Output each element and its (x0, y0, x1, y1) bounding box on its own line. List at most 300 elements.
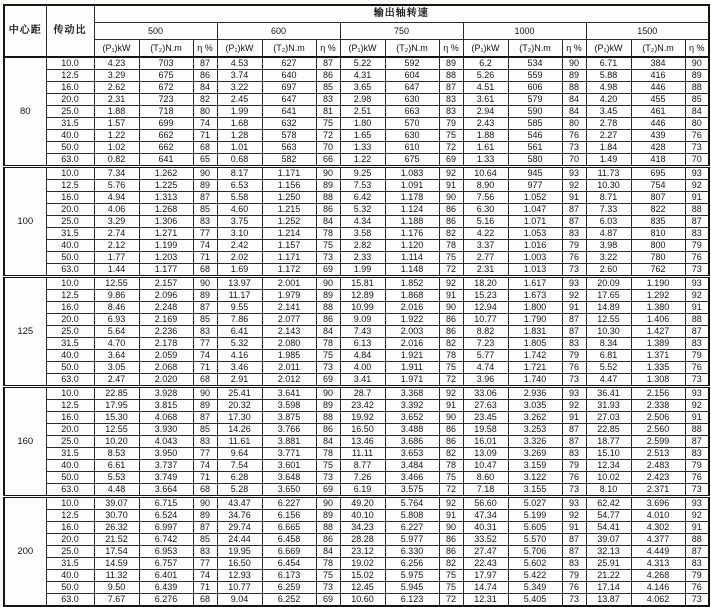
ratio-cell: 12.5 (46, 70, 94, 82)
value-cell: 6.953 (139, 546, 193, 558)
value-cell: 7.18 (463, 484, 508, 497)
value-cell: 17.14 (586, 582, 631, 594)
value-cell: 89 (193, 400, 217, 412)
ratio-cell: 20.0 (46, 534, 94, 546)
power-header: (P₁)kW (94, 40, 139, 58)
value-cell: 23.45 (463, 412, 508, 424)
value-cell: 810 (631, 228, 685, 240)
value-cell: 3.771 (262, 448, 316, 460)
value-cell: 3.22 (586, 252, 631, 264)
value-cell: 1.190 (631, 277, 685, 290)
table-row (4, 252, 709, 264)
value-cell: 563 (262, 142, 316, 154)
value-cell: 89 (439, 57, 463, 70)
value-cell: 83 (562, 338, 586, 350)
header-row-speeds (4, 23, 709, 40)
value-cell: 754 (631, 180, 685, 192)
center-distance-cell: 160 (4, 387, 46, 497)
value-cell: 6.41 (217, 326, 262, 338)
value-cell: 6.30 (463, 204, 508, 216)
value-cell: 30.70 (94, 510, 139, 522)
value-cell: 807 (631, 192, 685, 204)
value-cell: 1.971 (385, 374, 439, 387)
ratio-cell: 20.0 (46, 314, 94, 326)
value-cell: 12.89 (340, 290, 385, 302)
value-cell: 6.259 (262, 582, 316, 594)
value-cell: 2.82 (340, 240, 385, 252)
value-cell: 1.114 (385, 252, 439, 264)
value-cell: 69 (316, 594, 340, 607)
value-cell: 73 (685, 264, 709, 277)
value-cell: 76 (562, 252, 586, 264)
power-header: (P₁)kW (340, 40, 385, 58)
value-cell: 1.172 (262, 264, 316, 277)
value-cell: 6.669 (262, 546, 316, 558)
value-cell: 675 (139, 70, 193, 82)
value-cell: 12.31 (463, 594, 508, 607)
value-cell: 11.11 (340, 448, 385, 460)
value-cell: 29.74 (217, 522, 262, 534)
value-cell: 4.20 (586, 94, 631, 106)
ratio-cell: 25.0 (46, 326, 94, 338)
value-cell: 83 (439, 94, 463, 106)
value-cell: 43.47 (217, 497, 262, 510)
value-cell: 647 (385, 82, 439, 94)
table-row (4, 130, 709, 142)
table-row (4, 302, 709, 314)
value-cell: 73 (316, 252, 340, 264)
value-cell: 75 (316, 118, 340, 130)
value-cell: 697 (262, 82, 316, 94)
value-cell: 2.31 (463, 264, 508, 277)
value-cell: 3.368 (385, 387, 439, 400)
value-cell: 89 (316, 400, 340, 412)
value-cell: 1.157 (262, 240, 316, 252)
ratio-cell: 10.0 (46, 387, 94, 400)
value-cell: 2.98 (340, 94, 385, 106)
value-cell: 74 (193, 460, 217, 472)
value-cell: 86 (439, 424, 463, 436)
value-cell: 32.13 (586, 546, 631, 558)
value-cell: 6.53 (217, 180, 262, 192)
value-cell: 15.02 (340, 570, 385, 582)
ratio-cell: 12.5 (46, 290, 94, 302)
value-cell: 82 (439, 228, 463, 240)
value-cell: 78 (439, 350, 463, 362)
value-cell: 78 (439, 460, 463, 472)
value-cell: 1.013 (508, 264, 562, 277)
value-cell: 87 (562, 204, 586, 216)
value-cell: 2.338 (631, 400, 685, 412)
value-cell: 72 (439, 264, 463, 277)
value-cell: 6.439 (139, 582, 193, 594)
value-cell: 4.313 (631, 558, 685, 570)
value-cell: 85 (316, 82, 340, 94)
value-cell: 17.54 (94, 546, 139, 558)
value-cell: 85 (193, 314, 217, 326)
table-row (4, 534, 709, 546)
value-cell: 90 (316, 497, 340, 510)
table-row (4, 228, 709, 240)
table-row (4, 82, 709, 94)
value-cell: 7.23 (463, 338, 508, 350)
value-cell: 40.31 (463, 522, 508, 534)
value-cell: 84 (316, 326, 340, 338)
value-cell: 3.58 (340, 228, 385, 240)
value-cell: 14.59 (94, 558, 139, 570)
value-cell: 6.13 (340, 338, 385, 350)
value-cell: 8.53 (94, 448, 139, 460)
value-cell: 1.262 (139, 167, 193, 180)
value-cell: 4.146 (631, 582, 685, 594)
value-cell: 73 (562, 374, 586, 387)
value-cell: 15.10 (586, 448, 631, 460)
value-cell: 1.052 (508, 192, 562, 204)
value-cell: 77 (193, 338, 217, 350)
value-cell: 69 (316, 264, 340, 277)
value-cell: 85 (193, 424, 217, 436)
block-200 (4, 497, 709, 607)
value-cell: 76 (562, 130, 586, 142)
value-cell: 93 (562, 167, 586, 180)
value-cell: 16.50 (217, 558, 262, 570)
value-cell: 91 (685, 192, 709, 204)
value-cell: 4.377 (631, 534, 685, 546)
value-cell: 1.790 (508, 314, 562, 326)
value-cell: 83 (685, 338, 709, 350)
header-row-top (4, 5, 709, 23)
value-cell: 627 (262, 57, 316, 70)
value-cell: 5.16 (463, 216, 508, 228)
value-cell: 4.70 (94, 338, 139, 350)
value-cell: 9.86 (94, 290, 139, 302)
value-cell: 2.60 (586, 264, 631, 277)
torque-header: (T₂)N.m (508, 40, 562, 58)
value-cell: 8.17 (217, 167, 262, 180)
value-cell: 82 (193, 94, 217, 106)
value-cell: 4.98 (586, 82, 631, 94)
value-cell: 2.599 (631, 436, 685, 448)
value-cell: 592 (385, 57, 439, 70)
value-cell: 5.764 (385, 497, 439, 510)
value-cell: 1.22 (340, 154, 385, 167)
value-cell: 1.99 (217, 106, 262, 118)
value-cell: 71 (193, 472, 217, 484)
value-cell: 79 (562, 570, 586, 582)
value-cell: 1.071 (508, 216, 562, 228)
value-cell: 84 (562, 94, 586, 106)
value-cell: 8.82 (463, 326, 508, 338)
center-distance-cell: 100 (4, 167, 46, 277)
value-cell: 24.44 (217, 534, 262, 546)
value-cell: 82 (439, 448, 463, 460)
value-cell: 78 (316, 338, 340, 350)
value-cell: 87 (193, 412, 217, 424)
value-cell: 578 (262, 130, 316, 142)
value-cell: 90 (439, 192, 463, 204)
value-cell: 14.89 (586, 302, 631, 314)
value-cell: 6.276 (139, 594, 193, 607)
value-cell: 19.58 (463, 424, 508, 436)
value-cell: 3.648 (262, 472, 316, 484)
value-cell: 83 (562, 558, 586, 570)
value-cell: 800 (631, 240, 685, 252)
value-cell: 4.010 (631, 510, 685, 522)
value-cell: 675 (385, 154, 439, 167)
table-row (4, 264, 709, 277)
value-cell: 89 (316, 510, 340, 522)
value-cell: 2.45 (217, 94, 262, 106)
value-cell: 703 (139, 57, 193, 70)
value-cell: 75 (439, 362, 463, 374)
value-cell: 65 (193, 154, 217, 167)
value-cell: 92 (439, 277, 463, 290)
value-cell: 3.10 (217, 228, 262, 240)
value-cell: 3.159 (508, 460, 562, 472)
value-cell: 78 (316, 228, 340, 240)
value-cell: 4.74 (463, 362, 508, 374)
value-cell: 1.124 (385, 204, 439, 216)
ratio-cell: 50.0 (46, 252, 94, 264)
value-cell: 1.742 (508, 350, 562, 362)
torque-header: (T₂)N.m (385, 40, 439, 58)
value-cell: 73 (562, 594, 586, 607)
value-cell: 93 (685, 277, 709, 290)
value-cell: 86 (439, 546, 463, 558)
value-cell: 93 (562, 497, 586, 510)
value-cell: 5.28 (217, 484, 262, 497)
value-cell: 84 (316, 436, 340, 448)
value-cell: 86 (439, 436, 463, 448)
value-cell: 6.28 (217, 472, 262, 484)
value-cell: 27.03 (586, 412, 631, 424)
value-cell: 822 (631, 204, 685, 216)
value-cell: 91 (685, 412, 709, 424)
value-cell: 15.30 (94, 412, 139, 424)
ratio-cell: 12.5 (46, 400, 94, 412)
value-cell: 19.02 (340, 558, 385, 570)
value-cell: 4.16 (217, 350, 262, 362)
value-cell: 13.46 (340, 436, 385, 448)
value-cell: 87 (562, 326, 586, 338)
value-cell: 647 (262, 94, 316, 106)
value-cell: 5.349 (508, 582, 562, 594)
value-cell: 88 (316, 412, 340, 424)
value-cell: 6.997 (139, 522, 193, 534)
value-cell: 78 (316, 448, 340, 460)
power-header: (P₁)kW (217, 40, 262, 58)
value-cell: 89 (193, 290, 217, 302)
value-cell: 89 (193, 510, 217, 522)
value-cell: 762 (631, 264, 685, 277)
efficiency-header: η % (193, 40, 217, 58)
value-cell: 1.016 (508, 240, 562, 252)
table-row (4, 204, 709, 216)
value-cell: 82 (439, 558, 463, 570)
table-row (4, 448, 709, 460)
table-row (4, 70, 709, 82)
value-cell: 5.570 (508, 534, 562, 546)
value-cell: 21.52 (94, 534, 139, 546)
value-cell: 4.53 (217, 57, 262, 70)
value-cell: 6.742 (139, 534, 193, 546)
value-cell: 8.90 (463, 180, 508, 192)
table-row (4, 277, 709, 290)
value-cell: 455 (631, 94, 685, 106)
table-row (4, 118, 709, 130)
torque-header: (T₂)N.m (139, 40, 193, 58)
value-cell: 70 (685, 154, 709, 167)
value-cell: 5.199 (508, 510, 562, 522)
value-cell: 92 (685, 400, 709, 412)
value-cell: 1.313 (139, 192, 193, 204)
value-cell: 606 (508, 82, 562, 94)
value-cell: 3.122 (508, 472, 562, 484)
value-cell: 641 (262, 106, 316, 118)
value-cell: 2.143 (262, 326, 316, 338)
ratio-cell: 12.5 (46, 510, 94, 522)
value-cell: 77 (193, 448, 217, 460)
ratio-cell: 50.0 (46, 472, 94, 484)
value-cell: 3.875 (262, 412, 316, 424)
value-cell: 73 (685, 594, 709, 607)
value-cell: 76 (562, 362, 586, 374)
speed-header-600: 600 (217, 23, 340, 40)
value-cell: 90 (316, 387, 340, 400)
value-cell: 78 (439, 240, 463, 252)
value-cell: 695 (631, 167, 685, 180)
value-cell: 56.60 (463, 497, 508, 510)
value-cell: 6.227 (385, 522, 439, 534)
value-cell: 17.95 (94, 400, 139, 412)
value-cell: 91 (562, 302, 586, 314)
value-cell: 87 (562, 534, 586, 546)
value-cell: 428 (631, 142, 685, 154)
value-cell: 3.64 (94, 350, 139, 362)
value-cell: 75 (316, 570, 340, 582)
ratio-cell: 63.0 (46, 594, 94, 607)
value-cell: 71 (193, 130, 217, 142)
value-cell: 1.77 (94, 252, 139, 264)
value-cell: 15.81 (340, 277, 385, 290)
value-cell: 75 (439, 252, 463, 264)
value-cell: 92 (562, 400, 586, 412)
value-cell: 4.268 (631, 570, 685, 582)
value-cell: 11.61 (217, 436, 262, 448)
value-cell: 76 (685, 130, 709, 142)
value-cell: 439 (631, 130, 685, 142)
value-cell: 26.32 (94, 522, 139, 534)
value-cell: 570 (385, 118, 439, 130)
value-cell: 5.027 (508, 497, 562, 510)
value-cell: 7.56 (463, 192, 508, 204)
value-cell: 86 (439, 534, 463, 546)
value-cell: 3.696 (631, 497, 685, 510)
value-cell: 73 (685, 374, 709, 387)
block-100 (4, 167, 709, 277)
value-cell: 1.831 (508, 326, 562, 338)
value-cell: 5.76 (94, 180, 139, 192)
value-cell: 23.12 (340, 546, 385, 558)
value-cell: 3.98 (586, 240, 631, 252)
value-cell: 1.65 (340, 130, 385, 142)
value-cell: 5.977 (385, 534, 439, 546)
value-cell: 1.427 (631, 326, 685, 338)
ratio-cell: 20.0 (46, 424, 94, 436)
value-cell: 83 (562, 228, 586, 240)
value-cell: 28.7 (340, 387, 385, 400)
value-cell: 9.55 (217, 302, 262, 314)
value-cell: 22.43 (463, 558, 508, 570)
value-cell: 90 (316, 277, 340, 290)
value-cell: 78 (316, 558, 340, 570)
value-cell: 1.091 (385, 180, 439, 192)
value-cell: 6.458 (262, 534, 316, 546)
value-cell: 76 (685, 362, 709, 374)
value-cell: 6.81 (586, 350, 631, 362)
table-row (4, 326, 709, 338)
speed-header-1000: 1000 (463, 23, 586, 40)
value-cell: 2.156 (631, 387, 685, 400)
value-cell: 90 (439, 522, 463, 534)
table-row (4, 436, 709, 448)
value-cell: 75 (439, 472, 463, 484)
value-cell: 2.236 (139, 326, 193, 338)
block-80 (4, 57, 709, 167)
value-cell: 92 (562, 510, 586, 522)
value-cell: 2.157 (139, 277, 193, 290)
value-cell: 2.51 (340, 106, 385, 118)
value-cell: 49.20 (340, 497, 385, 510)
value-cell: 672 (139, 82, 193, 94)
value-cell: 17.97 (463, 570, 508, 582)
value-cell: 662 (139, 142, 193, 154)
value-cell: 2.560 (631, 424, 685, 436)
value-cell: 2.012 (262, 374, 316, 387)
value-cell: 88 (316, 522, 340, 534)
value-cell: 546 (508, 130, 562, 142)
value-cell: 73 (562, 484, 586, 497)
value-cell: 71 (193, 252, 217, 264)
value-cell: 84 (685, 106, 709, 118)
value-cell: 2.020 (139, 374, 193, 387)
ratio-cell: 40.0 (46, 570, 94, 582)
value-cell: 92 (685, 180, 709, 192)
center-distance-cell: 80 (4, 57, 46, 167)
table-row (4, 154, 709, 167)
ratio-cell: 31.5 (46, 228, 94, 240)
value-cell: 3.37 (463, 240, 508, 252)
value-cell: 89 (685, 70, 709, 82)
ratio-cell: 50.0 (46, 142, 94, 154)
value-cell: 5.422 (508, 570, 562, 582)
value-cell: 76 (685, 252, 709, 264)
speed-header-500: 500 (94, 23, 217, 40)
value-cell: 83 (685, 448, 709, 460)
value-cell: 1.852 (385, 277, 439, 290)
value-cell: 10.60 (340, 594, 385, 607)
value-cell: 88 (316, 302, 340, 314)
value-cell: 580 (508, 154, 562, 167)
value-cell: 6.715 (139, 497, 193, 510)
value-cell: 87 (685, 326, 709, 338)
table-row (4, 57, 709, 70)
value-cell: 14.74 (463, 582, 508, 594)
value-cell: 4.34 (340, 216, 385, 228)
table-row (4, 424, 709, 436)
value-cell: 3.650 (262, 484, 316, 497)
value-cell: 68 (193, 484, 217, 497)
